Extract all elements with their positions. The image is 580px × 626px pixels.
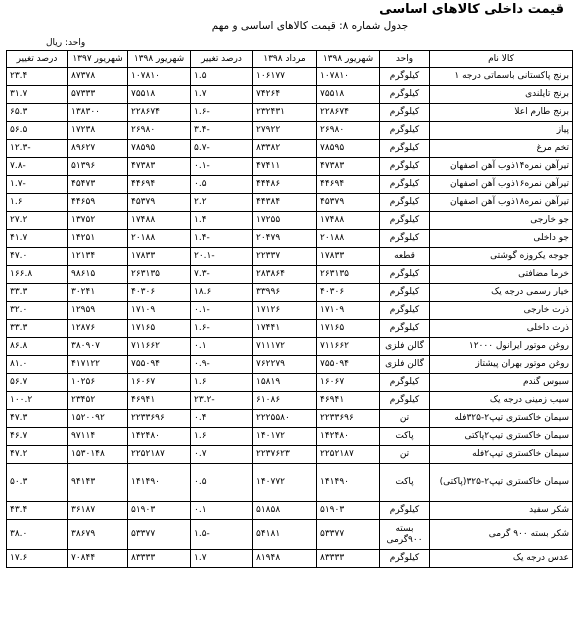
- cell-yearly-change: -۱۲.۳: [7, 140, 68, 158]
- cell-previous-month: ۲۷۹۲۲: [253, 122, 317, 140]
- cell-unit: کیلوگرم: [380, 302, 430, 320]
- table-row: [7, 338, 573, 356]
- cell-yearly-change: ۴۷.۳: [7, 410, 68, 428]
- header-current-year-month: شهریور ۱۳۹۸: [128, 51, 191, 68]
- cell-previous-month: ۱۴۰۷۷۲: [253, 464, 317, 502]
- cell-item-name: برنج پاکستانی باسماتی درجه ۱: [430, 68, 573, 86]
- cell-monthly-change: ۰.۵: [191, 464, 253, 502]
- cell-previous-year-month: ۳۸۰۹۰۷: [68, 338, 128, 356]
- cell-current-year-month: ۱۶۰۶۷: [128, 374, 191, 392]
- cell-previous-month: ۲۸۳۸۶۴: [253, 266, 317, 284]
- cell-item-name: خرما مضافتی: [430, 266, 573, 284]
- cell-previous-year-month: ۱۰۲۵۶: [68, 374, 128, 392]
- cell-current-month: ۱۷۱۰۹: [317, 302, 380, 320]
- cell-unit: کیلوگرم: [380, 550, 430, 568]
- cell-unit: کیلوگرم: [380, 104, 430, 122]
- table-title: جدول شماره ۸: قیمت کالاهای اساسی و مهم: [211, 20, 409, 32]
- cell-yearly-change: ۴۷.۲: [7, 446, 68, 464]
- cell-unit: کیلوگرم: [380, 194, 430, 212]
- cell-previous-year-month: ۱۲۱۳۴: [68, 248, 128, 266]
- cell-current-month: ۴۴۶۹۴: [317, 176, 380, 194]
- price-table: [6, 50, 573, 568]
- cell-monthly-change: -۲۳.۲: [191, 392, 253, 410]
- cell-previous-year-month: ۵۷۳۳۳: [68, 86, 128, 104]
- cell-monthly-change: ۲.۲: [191, 194, 253, 212]
- cell-previous-month: ۷۱۱۱۷۲: [253, 338, 317, 356]
- cell-item-name: ذرت خارجی: [430, 302, 573, 320]
- table-row: [7, 320, 573, 338]
- cell-monthly-change: -۱.۶: [191, 320, 253, 338]
- cell-monthly-change: -۲۰.۱: [191, 248, 253, 266]
- cell-current-year-month: ۱۴۱۴۹۰: [128, 464, 191, 502]
- cell-current-year-month: ۲۲۳۳۶۹۶: [128, 410, 191, 428]
- cell-monthly-change: ۰.۱: [191, 502, 253, 520]
- cell-current-month: ۲۶۳۱۳۵: [317, 266, 380, 284]
- cell-previous-month: ۲۳۲۴۳۱: [253, 104, 317, 122]
- cell-item-name: تیرآهن نمره۱۸ذوب آهن اصفهان: [430, 194, 573, 212]
- cell-previous-month: ۴۴۴۸۶: [253, 176, 317, 194]
- cell-previous-month: ۸۱۹۴۸: [253, 550, 317, 568]
- cell-current-year-month: ۲۲۸۶۷۴: [128, 104, 191, 122]
- cell-item-name: سیمان خاکستری تیپ۲-۳۲۵فله: [430, 410, 573, 428]
- cell-item-name: تیرآهن نمره۱۴ذوب آهن اصفهان: [430, 158, 573, 176]
- cell-current-year-month: ۲۲۵۲۱۸۷: [128, 446, 191, 464]
- cell-current-month: ۴۷۳۸۳: [317, 158, 380, 176]
- cell-monthly-change: ۰.۴: [191, 410, 253, 428]
- cell-previous-year-month: ۱۲۹۵۹: [68, 302, 128, 320]
- table-row: [7, 230, 573, 248]
- cell-previous-month: ۷۶۲۲۷۹: [253, 356, 317, 374]
- header-previous-month: مرداد ۱۳۹۸: [253, 51, 317, 68]
- cell-yearly-change: ۲۷.۲: [7, 212, 68, 230]
- table-row: [7, 176, 573, 194]
- cell-previous-year-month: ۳۶۱۸۷: [68, 502, 128, 520]
- cell-monthly-change: -۰.۱: [191, 302, 253, 320]
- cell-current-year-month: ۷۱۱۶۶۲: [128, 338, 191, 356]
- table-row: [7, 122, 573, 140]
- cell-item-name: روغن موتور بهران پیشتاز: [430, 356, 573, 374]
- cell-monthly-change: ۱.۷: [191, 86, 253, 104]
- cell-unit: کیلوگرم: [380, 176, 430, 194]
- cell-yearly-change: -۷.۸: [7, 158, 68, 176]
- cell-current-month: ۲۲۵۲۱۸۷: [317, 446, 380, 464]
- cell-previous-month: ۲۲۲۵۵۸۰: [253, 410, 317, 428]
- cell-previous-year-month: ۱۵۳۰۱۴۸: [68, 446, 128, 464]
- table-row: [7, 284, 573, 302]
- cell-previous-year-month: ۹۷۱۱۴: [68, 428, 128, 446]
- cell-previous-year-month: ۸۹۶۲۷: [68, 140, 128, 158]
- cell-unit: کیلوگرم: [380, 320, 430, 338]
- cell-monthly-change: -۰.۹: [191, 356, 253, 374]
- cell-unit: تن: [380, 410, 430, 428]
- cell-yearly-change: ۳۸.۰: [7, 520, 68, 550]
- cell-current-year-month: ۱۷۱۰۹: [128, 302, 191, 320]
- cell-unit: پاکت: [380, 464, 430, 502]
- cell-monthly-change: -۵.۷: [191, 140, 253, 158]
- cell-previous-year-month: ۱۵۲۰۰۹۲: [68, 410, 128, 428]
- cell-monthly-change: -۱.۶: [191, 104, 253, 122]
- cell-current-year-month: ۱۴۲۴۸۰: [128, 428, 191, 446]
- cell-current-year-month: ۲۰۱۸۸: [128, 230, 191, 248]
- cell-item-name: جو داخلی: [430, 230, 573, 248]
- cell-current-month: ۷۱۱۶۶۲: [317, 338, 380, 356]
- cell-current-month: ۴۰۳۰۶: [317, 284, 380, 302]
- cell-unit: کیلوگرم: [380, 374, 430, 392]
- cell-unit: کیلوگرم: [380, 86, 430, 104]
- cell-item-name: پیاز: [430, 122, 573, 140]
- table-row: [7, 550, 573, 568]
- cell-current-month: ۲۰۱۸۸: [317, 230, 380, 248]
- table-row: [7, 104, 573, 122]
- table-row: [7, 68, 573, 86]
- cell-current-month: ۷۸۵۹۵: [317, 140, 380, 158]
- cell-previous-year-month: ۴۵۴۷۳: [68, 176, 128, 194]
- cell-previous-month: ۶۱۰۸۶: [253, 392, 317, 410]
- cell-current-year-month: ۲۶۳۱۳۵: [128, 266, 191, 284]
- cell-current-year-month: ۸۳۳۳۳: [128, 550, 191, 568]
- cell-previous-year-month: ۱۳۸۳۰۰: [68, 104, 128, 122]
- cell-yearly-change: ۲۳.۴: [7, 68, 68, 86]
- cell-previous-year-month: ۲۳۴۵۲: [68, 392, 128, 410]
- table-row: [7, 86, 573, 104]
- cell-yearly-change: ۸۶.۸: [7, 338, 68, 356]
- cell-unit: قطعه: [380, 248, 430, 266]
- cell-current-year-month: ۷۸۵۹۵: [128, 140, 191, 158]
- cell-current-year-month: ۷۵۵۱۸: [128, 86, 191, 104]
- cell-yearly-change: ۳۲.۰: [7, 302, 68, 320]
- cell-current-month: ۱۰۷۸۱۰: [317, 68, 380, 86]
- cell-item-name: شکر سفید: [430, 502, 573, 520]
- cell-current-month: ۱۴۲۴۸۰: [317, 428, 380, 446]
- cell-previous-month: ۵۱۸۵۸: [253, 502, 317, 520]
- cell-current-year-month: ۴۵۳۷۹: [128, 194, 191, 212]
- cell-previous-month: ۲۲۳۷۶۲۳: [253, 446, 317, 464]
- cell-item-name: تیرآهن نمره۱۶ذوب آهن اصفهان: [430, 176, 573, 194]
- cell-item-name: جو خارجی: [430, 212, 573, 230]
- table-row: [7, 374, 573, 392]
- cell-unit: کیلوگرم: [380, 140, 430, 158]
- page-title: قیمت داخلی کالاهای اساسی: [379, 2, 564, 17]
- cell-item-name: خیار رسمی درجه یک: [430, 284, 573, 302]
- cell-yearly-change: ۱۰۰.۲: [7, 392, 68, 410]
- cell-current-year-month: ۴۰۳۰۶: [128, 284, 191, 302]
- cell-monthly-change: ۱.۵: [191, 68, 253, 86]
- cell-previous-month: ۴۴۳۸۴: [253, 194, 317, 212]
- cell-unit: کیلوگرم: [380, 68, 430, 86]
- cell-yearly-change: ۱۶۶.۸: [7, 266, 68, 284]
- cell-previous-year-month: ۴۱۷۱۲۲: [68, 356, 128, 374]
- cell-yearly-change: ۳۳.۳: [7, 320, 68, 338]
- cell-unit: کیلوگرم: [380, 212, 430, 230]
- cell-monthly-change: -۱.۴: [191, 230, 253, 248]
- cell-unit: گالن فلزی: [380, 338, 430, 356]
- header-yearly-change: درصد تغییر: [7, 51, 68, 68]
- cell-monthly-change: ۱.۶: [191, 374, 253, 392]
- table-row: [7, 140, 573, 158]
- table-row: [7, 464, 573, 502]
- table-row: [7, 356, 573, 374]
- cell-previous-year-month: ۹۸۶۱۵: [68, 266, 128, 284]
- table-row: [7, 266, 573, 284]
- cell-previous-year-month: ۱۷۲۳۸: [68, 122, 128, 140]
- cell-item-name: سیمان خاکستری تیپ۲فله: [430, 446, 573, 464]
- cell-item-name: برنج طارم اعلا: [430, 104, 573, 122]
- unit-note: واحد: ریال: [46, 38, 86, 48]
- cell-current-year-month: ۱۰۷۸۱۰: [128, 68, 191, 86]
- cell-monthly-change: ۱۸.۶: [191, 284, 253, 302]
- cell-previous-year-month: ۱۲۸۷۶: [68, 320, 128, 338]
- cell-monthly-change: ۱.۶: [191, 428, 253, 446]
- cell-current-year-month: ۴۴۶۹۴: [128, 176, 191, 194]
- cell-current-year-month: ۲۶۹۸۰: [128, 122, 191, 140]
- cell-previous-month: ۱۰۶۱۷۷: [253, 68, 317, 86]
- cell-current-year-month: ۵۳۳۷۷: [128, 520, 191, 550]
- cell-monthly-change: ۰.۵: [191, 176, 253, 194]
- cell-unit: کیلوگرم: [380, 158, 430, 176]
- cell-monthly-change: -۷.۳: [191, 266, 253, 284]
- cell-current-month: ۱۷۸۳۳: [317, 248, 380, 266]
- table-row: [7, 428, 573, 446]
- cell-monthly-change: ۱.۴: [191, 212, 253, 230]
- cell-item-name: تخم مرغ: [430, 140, 573, 158]
- header-unit: واحد: [380, 51, 430, 68]
- cell-monthly-change: -۳.۴: [191, 122, 253, 140]
- cell-yearly-change: ۳۱.۷: [7, 86, 68, 104]
- cell-previous-month: ۲۲۳۳۷: [253, 248, 317, 266]
- cell-current-year-month: ۱۷۱۶۵: [128, 320, 191, 338]
- cell-monthly-change: ۰.۱: [191, 338, 253, 356]
- cell-item-name: عدس درجه یک: [430, 550, 573, 568]
- cell-unit: کیلوگرم: [380, 284, 430, 302]
- cell-previous-month: ۱۷۱۲۶: [253, 302, 317, 320]
- cell-current-year-month: ۱۷۴۸۸: [128, 212, 191, 230]
- cell-current-month: ۲۶۹۸۰: [317, 122, 380, 140]
- cell-current-month: ۷۵۵۰۹۴: [317, 356, 380, 374]
- cell-current-month: ۴۵۳۷۹: [317, 194, 380, 212]
- cell-previous-month: ۷۴۲۶۴: [253, 86, 317, 104]
- cell-yearly-change: ۸۱.۰: [7, 356, 68, 374]
- cell-yearly-change: ۴۳.۴: [7, 502, 68, 520]
- cell-yearly-change: ۱.۶: [7, 194, 68, 212]
- cell-monthly-change: -۱.۵: [191, 520, 253, 550]
- cell-previous-month: ۱۷۲۵۵: [253, 212, 317, 230]
- cell-current-month: ۱۶۰۶۷: [317, 374, 380, 392]
- cell-previous-month: ۱۷۴۴۱: [253, 320, 317, 338]
- cell-current-month: ۴۶۹۴۱: [317, 392, 380, 410]
- cell-current-year-month: ۴۶۹۴۱: [128, 392, 191, 410]
- cell-current-year-month: ۷۵۵۰۹۴: [128, 356, 191, 374]
- cell-yearly-change: ۱۷.۶: [7, 550, 68, 568]
- cell-item-name: روغن موتور ایرانول ۱۲۰۰۰: [430, 338, 573, 356]
- cell-monthly-change: ۱.۷: [191, 550, 253, 568]
- table-row: [7, 446, 573, 464]
- cell-unit: تن: [380, 446, 430, 464]
- cell-yearly-change: ۵۶.۵: [7, 122, 68, 140]
- table-row: [7, 392, 573, 410]
- cell-previous-year-month: ۷۰۸۴۴: [68, 550, 128, 568]
- table-header-row: [7, 51, 573, 68]
- cell-previous-month: ۵۴۱۸۱: [253, 520, 317, 550]
- cell-yearly-change: ۵۰.۳: [7, 464, 68, 502]
- cell-current-month: ۱۷۱۶۵: [317, 320, 380, 338]
- cell-current-month: ۲۲۳۳۶۹۶: [317, 410, 380, 428]
- cell-monthly-change: ۰.۷: [191, 446, 253, 464]
- table-row: [7, 410, 573, 428]
- table-row: [7, 194, 573, 212]
- table-body: [7, 68, 573, 568]
- cell-unit: کیلوگرم: [380, 502, 430, 520]
- cell-current-year-month: ۱۷۸۳۳: [128, 248, 191, 266]
- cell-unit: کیلوگرم: [380, 122, 430, 140]
- cell-previous-month: ۴۷۴۱۱: [253, 158, 317, 176]
- table-row: [7, 248, 573, 266]
- cell-yearly-change: ۳۳.۳: [7, 284, 68, 302]
- cell-item-name: شکر بسته ۹۰۰ گرمی: [430, 520, 573, 550]
- cell-previous-year-month: ۹۴۱۴۳: [68, 464, 128, 502]
- cell-previous-year-month: ۳۰۲۴۱: [68, 284, 128, 302]
- cell-item-name: سیمان خاکستری تیپ۲-۳۲۵(پاکتی): [430, 464, 573, 502]
- cell-yearly-change: -۱.۷: [7, 176, 68, 194]
- header-current-month: شهریور ۱۳۹۸: [317, 51, 380, 68]
- cell-current-month: ۲۲۸۶۷۴: [317, 104, 380, 122]
- cell-current-year-month: ۴۷۳۸۳: [128, 158, 191, 176]
- cell-unit: کیلوگرم: [380, 392, 430, 410]
- cell-item-name: سیب زمینی درجه یک: [430, 392, 573, 410]
- table-row: [7, 158, 573, 176]
- cell-unit: بسته ۹۰۰گرمی: [380, 520, 430, 550]
- cell-previous-month: ۸۳۳۸۲: [253, 140, 317, 158]
- cell-current-month: ۷۵۵۱۸: [317, 86, 380, 104]
- cell-unit: پاکت: [380, 428, 430, 446]
- cell-previous-month: ۳۳۹۹۶: [253, 284, 317, 302]
- cell-yearly-change: ۴۶.۷: [7, 428, 68, 446]
- cell-current-month: ۵۳۳۷۷: [317, 520, 380, 550]
- cell-previous-year-month: ۵۱۳۹۶: [68, 158, 128, 176]
- cell-current-month: ۱۴۱۴۹۰: [317, 464, 380, 502]
- cell-item-name: ذرت داخلی: [430, 320, 573, 338]
- cell-current-month: ۸۳۳۳۳: [317, 550, 380, 568]
- cell-previous-month: ۱۴۰۱۷۲: [253, 428, 317, 446]
- cell-item-name: جوجه یکروزه گوشتی: [430, 248, 573, 266]
- cell-current-month: ۱۷۴۸۸: [317, 212, 380, 230]
- header-item-name: کالا نام: [430, 51, 573, 68]
- cell-item-name: سیمان خاکستری تیپ۲پاکتی: [430, 428, 573, 446]
- cell-unit: کیلوگرم: [380, 230, 430, 248]
- cell-yearly-change: ۵۶.۷: [7, 374, 68, 392]
- cell-yearly-change: ۶۵.۳: [7, 104, 68, 122]
- cell-yearly-change: ۴۷.۰: [7, 248, 68, 266]
- cell-current-month: ۵۱۹۰۳: [317, 502, 380, 520]
- cell-previous-year-month: ۱۴۲۵۱: [68, 230, 128, 248]
- cell-previous-year-month: ۴۴۶۵۹: [68, 194, 128, 212]
- table-row: [7, 302, 573, 320]
- cell-previous-year-month: ۸۷۳۷۸: [68, 68, 128, 86]
- cell-previous-month: ۲۰۴۷۹: [253, 230, 317, 248]
- cell-item-name: سبوس گندم: [430, 374, 573, 392]
- table-row: [7, 502, 573, 520]
- header-previous-year-month: شهریور ۱۳۹۷: [68, 51, 128, 68]
- cell-unit: کیلوگرم: [380, 266, 430, 284]
- cell-previous-year-month: ۳۸۶۷۹: [68, 520, 128, 550]
- cell-item-name: برنج تایلندی: [430, 86, 573, 104]
- table-row: [7, 520, 573, 550]
- cell-unit: گالن فلزی: [380, 356, 430, 374]
- cell-monthly-change: -۰.۱: [191, 158, 253, 176]
- cell-current-year-month: ۵۱۹۰۳: [128, 502, 191, 520]
- table-row: [7, 212, 573, 230]
- cell-previous-year-month: ۱۳۷۵۲: [68, 212, 128, 230]
- cell-yearly-change: ۴۱.۷: [7, 230, 68, 248]
- cell-previous-month: ۱۵۸۱۹: [253, 374, 317, 392]
- header-monthly-change: درصد تغییر: [191, 51, 253, 68]
